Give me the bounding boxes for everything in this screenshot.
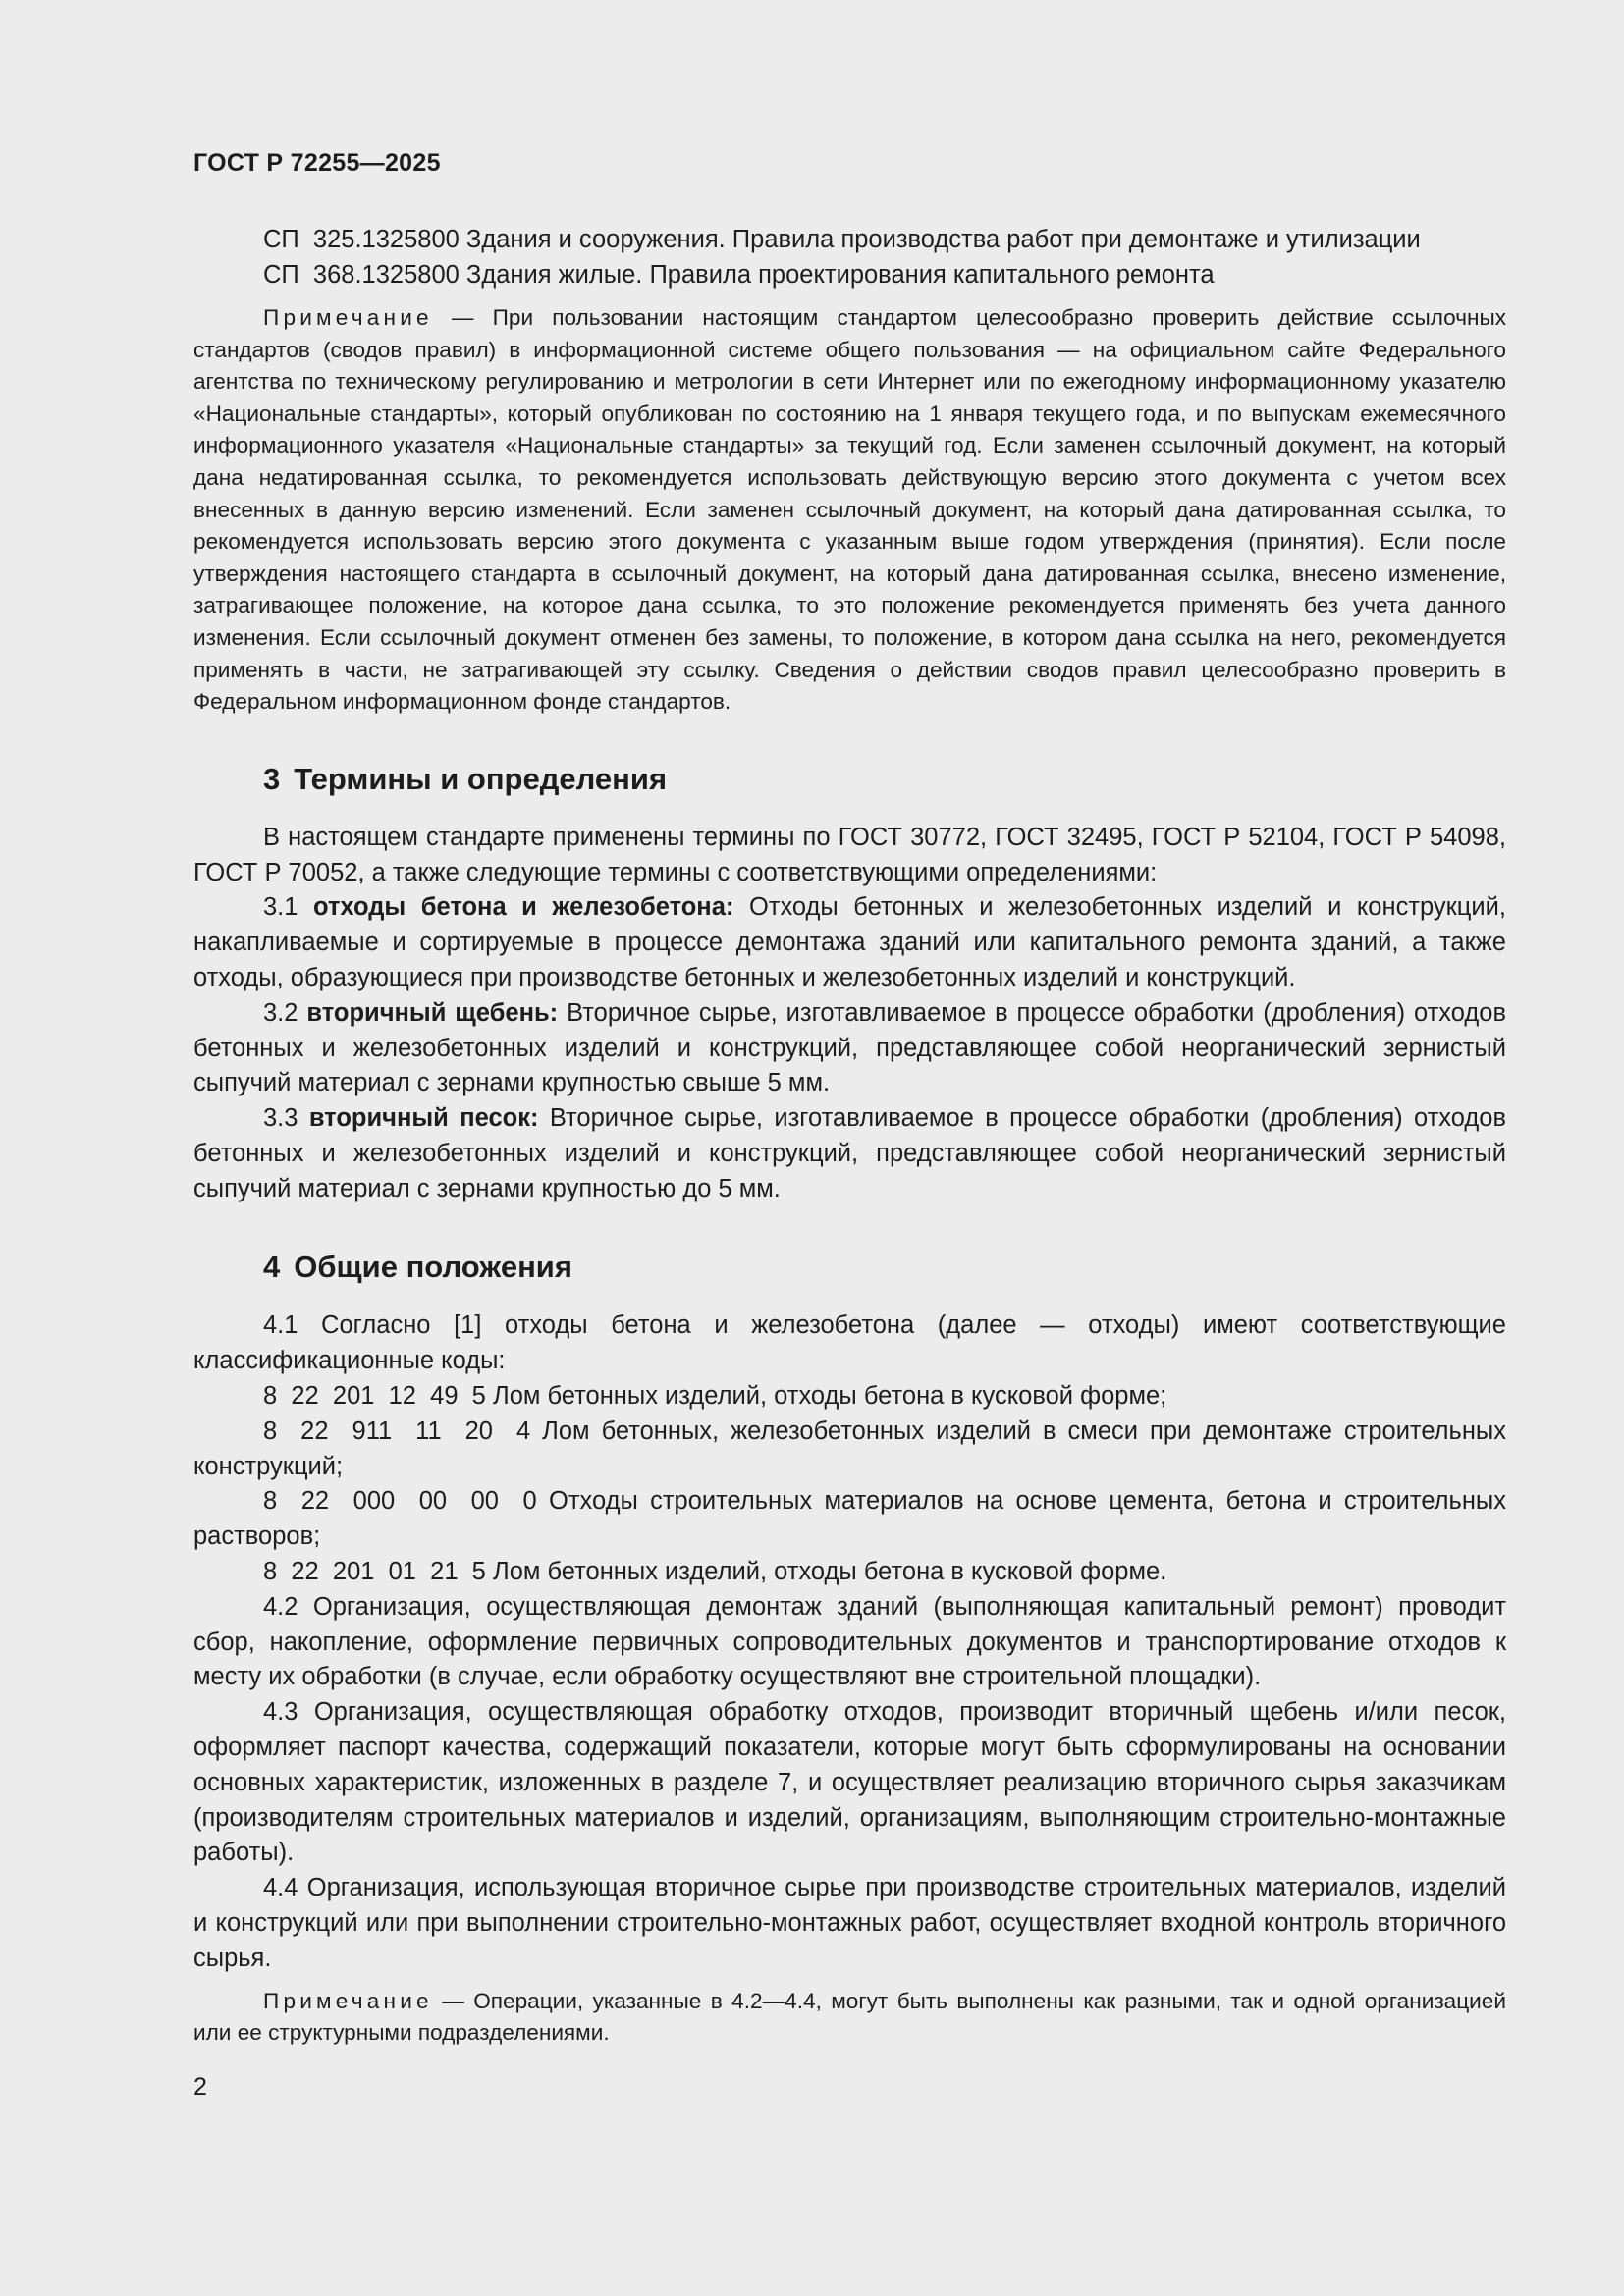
note-label: Примечание bbox=[263, 305, 433, 330]
term-definition bbox=[193, 890, 1506, 995]
note-label: Примечание bbox=[263, 1988, 433, 2013]
classification-text: Лом бетонных изделий, отходы бетона в кусковой форме; bbox=[492, 1382, 1167, 1411]
clause-4-1: 4.1 Согласно [1] отходы бетона и железобетона (далее — отходы) имеют соответствующие классификационные коды: bbox=[193, 1311, 1506, 1375]
page-number: 2 bbox=[193, 2073, 207, 2101]
term-number: 3.1 bbox=[263, 893, 298, 922]
reference-title: Здания жилые. Правила проектирования капитального ремонта bbox=[465, 261, 1215, 289]
note-operations bbox=[193, 1986, 1506, 2050]
term-name: вторичный песок: bbox=[308, 1104, 539, 1133]
classification-code-item bbox=[193, 1415, 1506, 1485]
clause-4-3: 4.3 Организация, осуществляющая обработку отходов, производит вторичный щебень и/или песок, оформляет паспорт качества, содержащий показатели, которые могут быть сформулированы на основании основных характеристик, изложенных в разделе 7, и осуществляет реализацию вторичного сырья заказчикам (производителям строительных материалов и изделий, организациям, выполняющим строительно-монтажные работы). bbox=[193, 1698, 1506, 1867]
note-text: — Операции, указанные в 4.2—4.4, могут быть выполнены как разными, так и одной организацией или ее структурными подразделениями. bbox=[193, 1988, 1506, 2046]
reference-line bbox=[193, 257, 1506, 293]
reference-title: Здания и сооружения. Правила производства работ при демонтаже и утилизации bbox=[465, 226, 1421, 253]
term-definition-text: Отходы бетонных и железобетонных изделий и конструкций, накапливаемые и сортируемые в процессе демонтажа зданий или капитального ремонта зданий, а также отходы, образующиеся при производстве бетонных и железобетонных изделий и конструкций. bbox=[193, 893, 1506, 991]
clause-4-2: 4.2 Организация, осуществляющая демонтаж зданий (выполняющая капитальный ремонт) проводит сбор, накопление, оформление первичных сопроводительных документов и транспортирование отходов к месту их обработки (в случае, если обработку осуществляют вне строительной площадки). bbox=[193, 1592, 1506, 1691]
reference-code: СП 368.1325800 bbox=[263, 261, 460, 289]
term-definition-text: Вторичное сырье, изготавливаемое в процессе обработки (дробления) отходов бетонных и железобетонных изделий и конструкций, представляющее собой неорганический зернистый сыпучий материал с зернами крупностью до 5 мм. bbox=[193, 1104, 1506, 1202]
page-content bbox=[193, 222, 1506, 2071]
classification-code: 8 22 000 00 00 0 bbox=[263, 1487, 537, 1516]
clause-4-4: 4.4 Организация, использующая вторичное сырье при производстве строительных материалов, изделий и конструкций или при выполнении строительно-монтажных работ, осуществляет входной контроль вторичного сырья. bbox=[193, 1874, 1506, 1972]
term-number: 3.3 bbox=[263, 1104, 298, 1133]
term-definition-text: Вторичное сырье, изготавливаемое в процессе обработки (дробления) отходов бетонных и железобетонных изделий и конструкций, представляющее собой неорганический зернистый сыпучий материал с зернами крупностью свыше 5 мм. bbox=[193, 998, 1507, 1097]
classification-code-item bbox=[193, 1555, 1506, 1590]
term-definition bbox=[193, 996, 1506, 1101]
term-name: вторичный щебень: bbox=[306, 998, 559, 1027]
section-title-text: Термины и определения bbox=[294, 761, 668, 796]
section-number: 4 bbox=[263, 1250, 281, 1285]
note-text: — При пользовании настоящим стандартом целесообразно проверить действие ссылочных стандартов (сводов правил) в информационной системе общего пользования — на официальном сайте Федерального агентства по техническому регулированию и метрологии в сети Интернет или по ежегодному информационному указателю «Национальные стандарты», который опубликован по состоянию на 1 января текущего года, и по выпускам ежемесячного информационного указателя «Национальные стандарты» за текущий год. Если заменен ссылочный документ, на который дана недатированная ссылка, то рекомендуется использовать действующую версию этого документа с учетом всех внесенных в данную версию изменений. Если заменен ссылочный документ, на который дана датированная ссылка, то рекомендуется использовать версию этого документа с указанным выше годом утверждения (принятия). Если после утверждения настоящего стандарта в ссылочный документ, на который дана датированная ссылка, внесено изменение, затрагивающее положение, на которое дана ссылка, то это положение рекомендуется применять без учета данного изменения. Если ссылочный документ отменен без замены, то положение, в котором дана ссылка на него, рекомендуется применять в части, не затрагивающей эту ссылку. Сведения о действии сводов правил целесообразно проверить в Федеральном информационном фонде стандартов. bbox=[193, 305, 1506, 715]
section-title-text: Общие положения bbox=[294, 1250, 572, 1285]
reference-code: СП 325.1325800 bbox=[263, 226, 460, 253]
classification-code: 8 22 911 11 20 4 bbox=[263, 1416, 531, 1445]
section-4-title bbox=[193, 1248, 1506, 1287]
classification-text: Лом бетонных, железобетонных изделий в смеси при демонтаже строительных конструкций; bbox=[193, 1416, 1506, 1480]
classification-code-item bbox=[193, 1484, 1506, 1555]
classification-text: Лом бетонных изделий, отходы бетона в кусковой форме. bbox=[492, 1558, 1167, 1586]
reference-line bbox=[193, 222, 1506, 257]
term-number: 3.2 bbox=[263, 998, 298, 1027]
section-3-title bbox=[193, 760, 1506, 799]
classification-text: Отходы строительных материалов на основе цемента, бетона и строительных растворов; bbox=[193, 1487, 1506, 1551]
section-number: 3 bbox=[263, 761, 281, 796]
term-definition bbox=[193, 1101, 1506, 1206]
term-name: отходы бетона и железобетона: bbox=[313, 893, 734, 922]
classification-code-item bbox=[193, 1379, 1506, 1415]
section-3-intro: В настоящем стандарте применены термины по ГОСТ 30772, ГОСТ 32495, ГОСТ Р 52104, ГОСТ Р 54098, ГОСТ Р 70052, а также следующие термины с соответствующими определениями: bbox=[193, 823, 1506, 886]
note-references bbox=[193, 302, 1506, 719]
classification-code: 8 22 201 12 49 5 bbox=[263, 1382, 486, 1411]
document-header: ГОСТ Р 72255—2025 bbox=[193, 149, 441, 177]
classification-code: 8 22 201 01 21 5 bbox=[263, 1558, 486, 1586]
